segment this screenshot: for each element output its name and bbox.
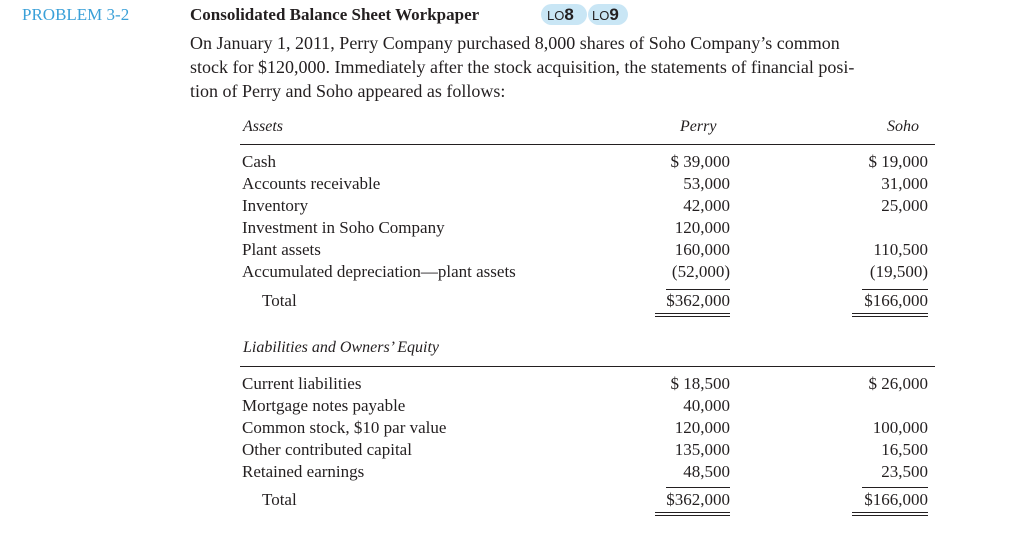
problem-text-line: stock for $120,000. Immediately after the stock acquisition, the statements of financial posi- (190, 57, 855, 77)
problem-text-line: tion of Perry and Soho appeared as follows: (190, 81, 506, 101)
asset-perry-value: (52,000) (671, 262, 730, 281)
liability-perry-value: $ 18,500 (670, 374, 730, 393)
asset-soho-value: 110,500 (873, 240, 928, 259)
liability-row-label: Current liabilities (242, 374, 362, 393)
learning-objective-badge (588, 4, 628, 25)
liability-perry-value: 48,500 (683, 462, 730, 481)
soho-assets-total: $166,000 (864, 291, 928, 310)
perry-double-rule (655, 316, 730, 317)
asset-soho-value: 25,000 (881, 196, 928, 215)
liability-perry-value: 135,000 (674, 440, 730, 459)
lo-prefix: LO (592, 8, 610, 23)
perry-assets-total: $362,000 (666, 291, 730, 310)
asset-row-label: Investment in Soho Company (242, 218, 445, 237)
perry-liabilities-total: $362,000 (666, 490, 730, 509)
asset-row-label: Accounts receivable (242, 174, 381, 193)
problem-number: PROBLEM 3-2 (22, 5, 130, 24)
assets-total-label: Total (262, 291, 297, 310)
liabilities-rule (240, 366, 935, 367)
liabilities-total-label: Total (262, 490, 297, 509)
lo-number: 9 (609, 5, 619, 24)
lo-number: 8 (564, 5, 574, 24)
soho-double-rule (852, 316, 928, 317)
asset-row-label: Plant assets (242, 240, 321, 259)
asset-soho-value: 31,000 (881, 174, 928, 193)
problem-title: Consolidated Balance Sheet Workpaper (190, 5, 480, 24)
lo-prefix: LO (547, 8, 565, 23)
perry-double-rule (655, 512, 730, 513)
perry-double-rule (655, 515, 730, 516)
liabilities-header: Liabilities and Owners’ Equity (243, 339, 439, 356)
liability-row-label: Retained earnings (242, 462, 365, 481)
asset-soho-value: $ 19,000 (868, 152, 928, 171)
problem-text-line: On January 1, 2011, Perry Company purchased 8,000 shares of Soho Company’s common (190, 33, 840, 53)
liability-row-label: Mortgage notes payable (242, 396, 406, 415)
soho-double-rule (852, 313, 928, 314)
asset-row-label: Inventory (242, 196, 309, 215)
learning-objective-badge (541, 4, 587, 25)
perry-double-rule (655, 313, 730, 314)
asset-row-label: Accumulated depreciation—plant assets (242, 262, 516, 281)
soho-total-rule (862, 289, 928, 290)
asset-perry-value: 53,000 (683, 174, 730, 193)
soho-double-rule (852, 512, 928, 513)
liability-row-label: Other contributed capital (242, 440, 412, 459)
soho-liabilities-total: $166,000 (864, 490, 928, 509)
asset-perry-value: 160,000 (674, 240, 730, 259)
asset-perry-value: 42,000 (683, 196, 730, 215)
soho-column-header: Soho (887, 118, 919, 135)
liability-row-label: Common stock, $10 par value (242, 418, 447, 437)
perry-total-rule (666, 487, 730, 488)
assets-header: Assets (243, 118, 283, 135)
header-rule (240, 144, 935, 145)
liability-soho-value: $ 26,000 (868, 374, 928, 393)
liability-soho-value: 100,000 (872, 418, 928, 437)
soho-double-rule (852, 515, 928, 516)
asset-soho-value: (19,500) (869, 262, 928, 281)
perry-column-header: Perry (680, 118, 717, 135)
perry-total-rule (666, 289, 730, 290)
asset-row-label: Cash (242, 152, 276, 171)
liability-perry-value: 120,000 (674, 418, 730, 437)
liability-perry-value: 40,000 (683, 396, 730, 415)
liability-soho-value: 16,500 (881, 440, 928, 459)
liability-soho-value: 23,500 (881, 462, 928, 481)
asset-perry-value: $ 39,000 (670, 152, 730, 171)
soho-total-rule (862, 487, 928, 488)
asset-perry-value: 120,000 (674, 218, 730, 237)
